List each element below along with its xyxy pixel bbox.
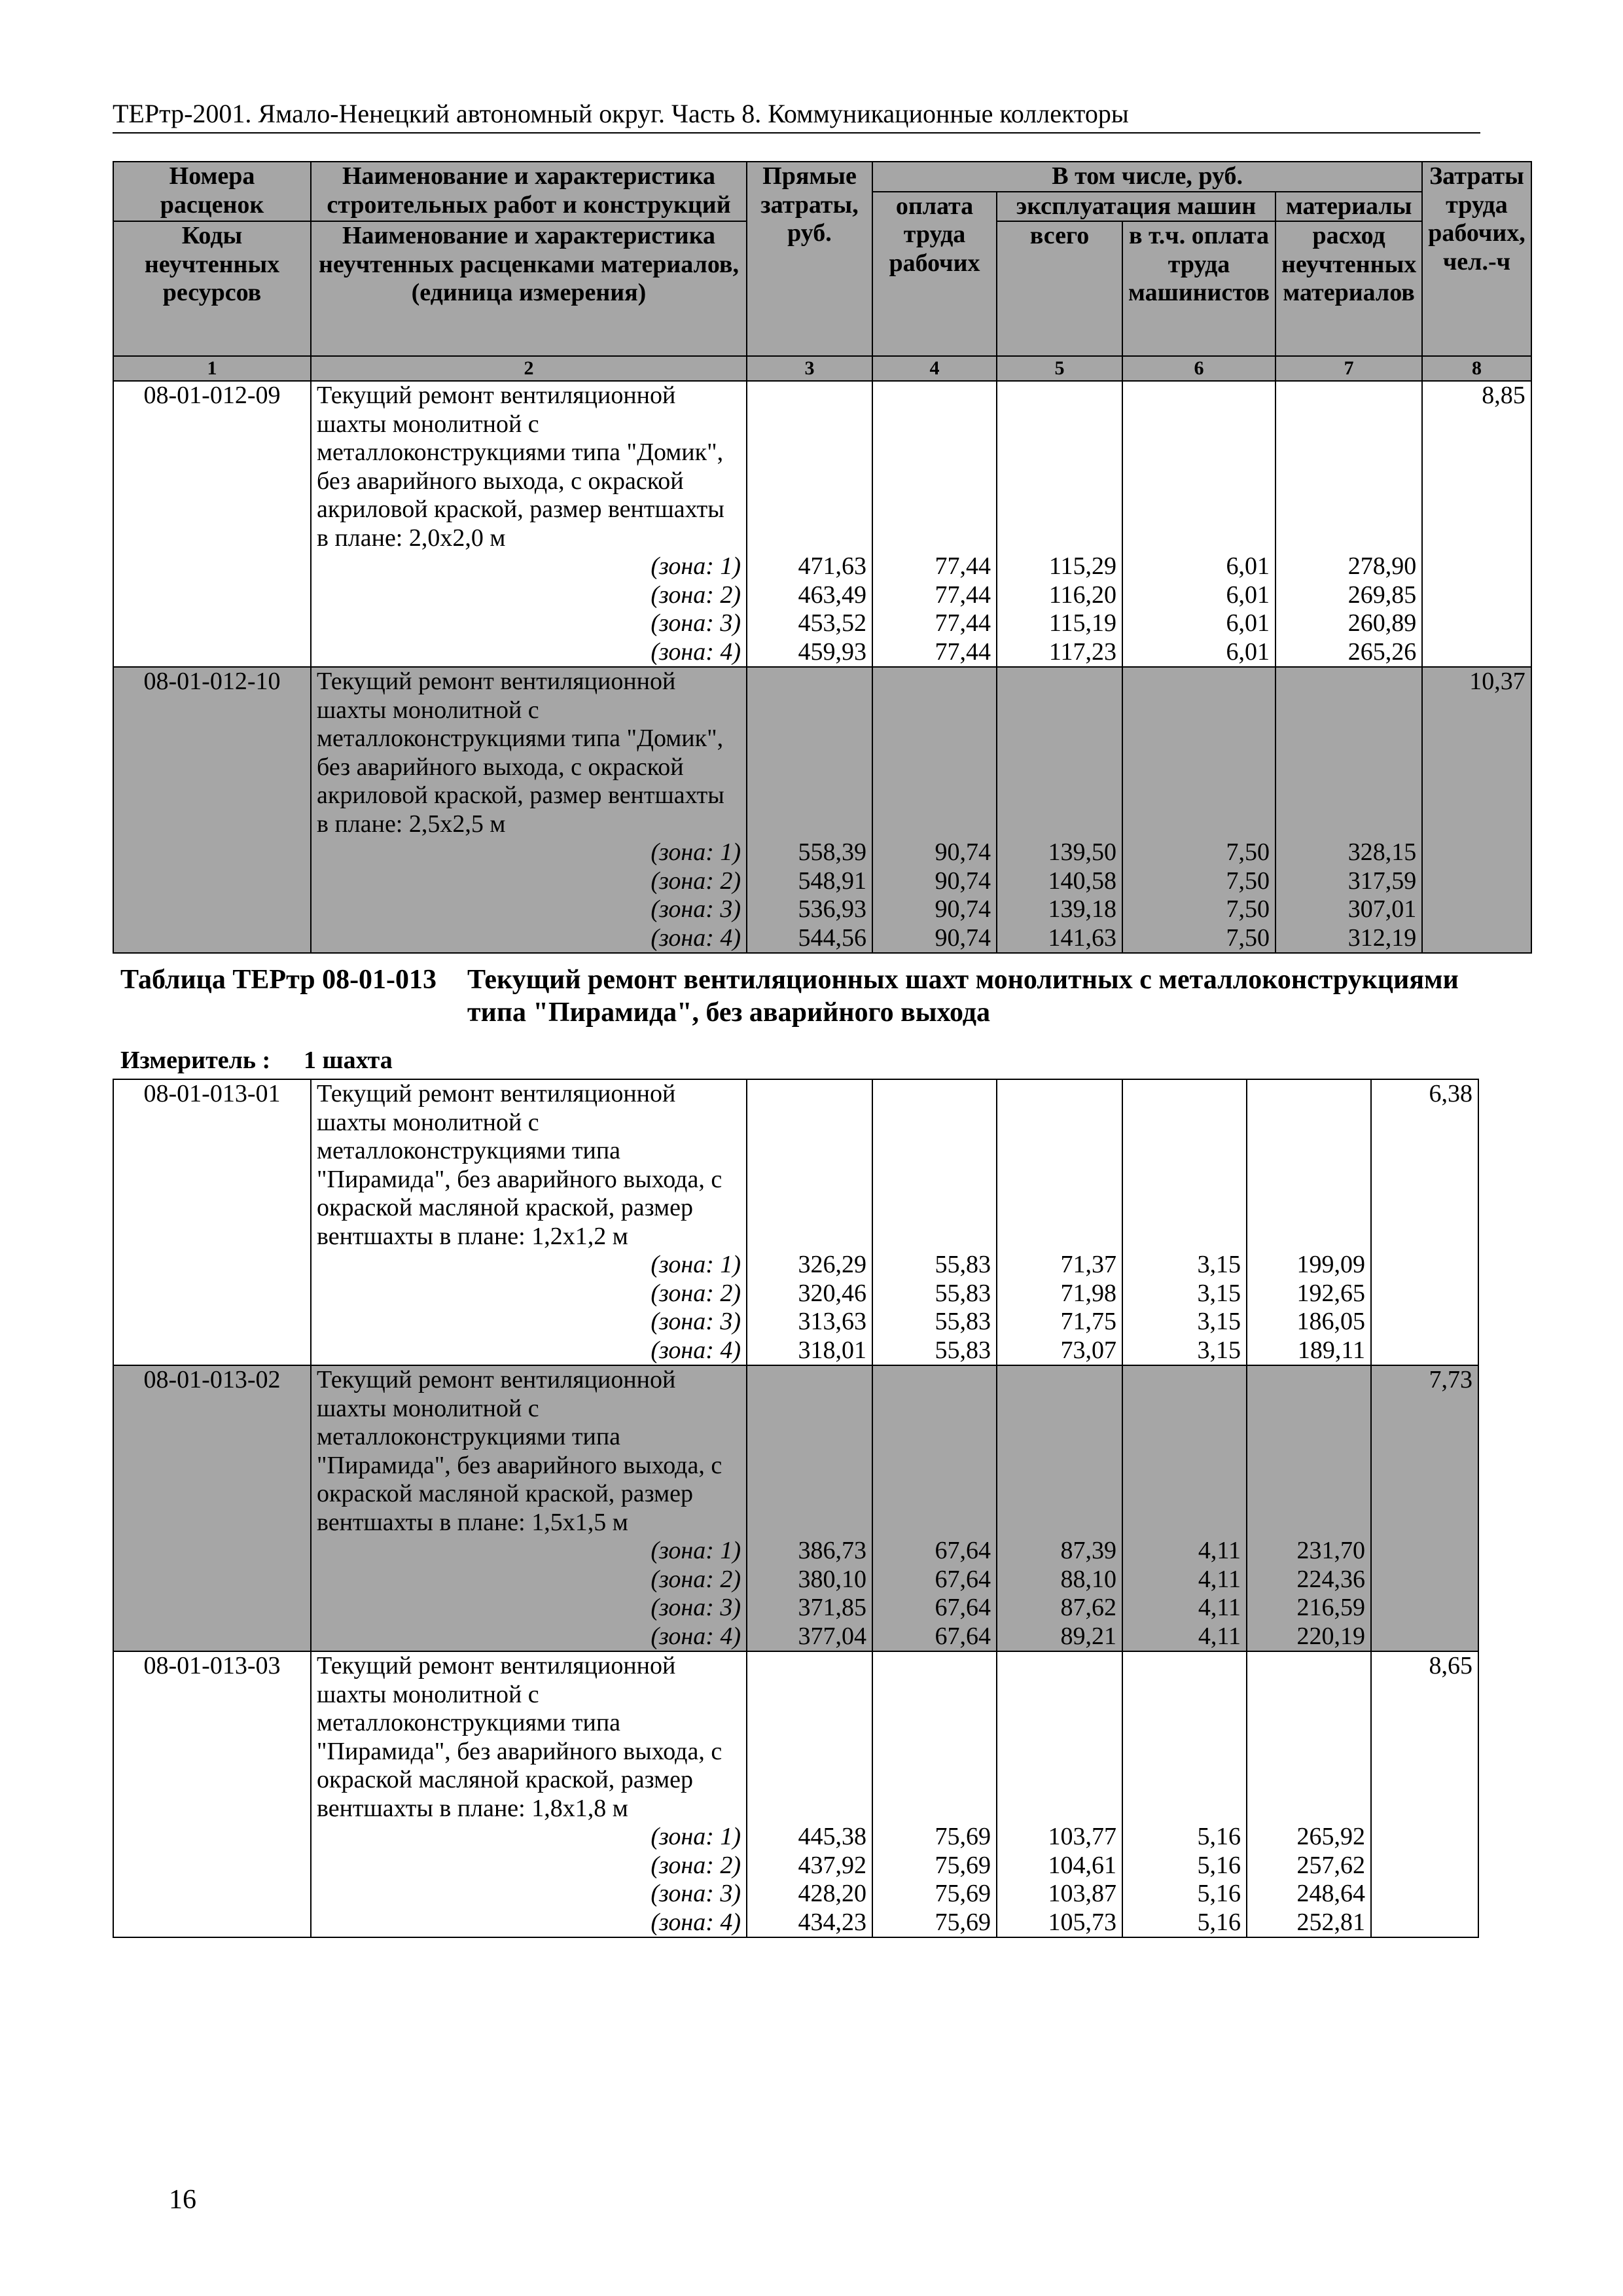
rate-description: Текущий ремонт вентиляционной шахты монолитной с металлоконструкциями типа "Домик", без аварийного выхода, с окраской акриловой краской, размер вентшахты в плане: 2,0х2,0 м (зона: 1) (зона: 2) (зона: 3) (зона: 4) (311, 381, 747, 667)
rate-row (113, 1365, 1478, 1651)
col-work-name: Наименование и характеристика строительных работ и конструкций (311, 162, 747, 221)
wages-cell: 77,44 77,44 77,44 77,44 (872, 381, 997, 667)
page-header: ТЕРтр-2001. Ямало-Ненецкий автономный округ. Часть 8. Коммуникационные коллекторы (113, 97, 1480, 134)
machine-wages-cell: 5,16 5,16 5,16 5,16 (1122, 1651, 1247, 1937)
measure-value: 1 шахта (304, 1047, 393, 1074)
col-number: 7 (1275, 356, 1422, 381)
col-number: 1 (113, 356, 311, 381)
col-including: В том числе, руб. (872, 162, 1422, 192)
wages-cell: 55,83 55,83 55,83 55,83 (872, 1079, 997, 1365)
col-materials-unaccounted: расход неучтенных материалов (1275, 221, 1422, 356)
rate-code: 08-01-013-03 (113, 1651, 311, 1937)
wages-cell: 90,74 90,74 90,74 90,74 (872, 667, 997, 953)
materials-cell: 278,90 269,85 260,89 265,26 (1275, 381, 1422, 667)
rates-table-1 (113, 161, 1532, 954)
measure-unit (120, 1046, 393, 1075)
labor-cell: 10,37 (1422, 667, 1531, 953)
wages-cell: 67,64 67,64 67,64 67,64 (872, 1365, 997, 1651)
machines-cell: 139,50 140,58 139,18 141,63 (997, 667, 1122, 953)
machine-wages-cell: 3,15 3,15 3,15 3,15 (1122, 1079, 1247, 1365)
col-rate-numbers: Номера расценок (113, 162, 311, 221)
direct-costs-cell: 471,63 463,49 453,52 459,93 (747, 381, 872, 667)
col-number: 6 (1122, 356, 1275, 381)
rate-code: 08-01-013-02 (113, 1365, 311, 1651)
materials-cell: 328,15 317,59 307,01 312,19 (1275, 667, 1422, 953)
machines-cell: 115,29 116,20 115,19 117,23 (997, 381, 1122, 667)
materials-cell: 199,09 192,65 186,05 189,11 (1247, 1079, 1371, 1365)
machines-cell: 87,39 88,10 87,62 89,21 (997, 1365, 1122, 1651)
rate-description: Текущий ремонт вентиляционной шахты монолитной с металлоконструкциями типа "Пирамида", без аварийного выхода, с окраской масляной краской, размер вентшахты в плане: 1,8х1,8 м (зона: 1) (зона: 2) (зона: 3) (зона: 4) (311, 1651, 747, 1937)
rate-code: 08-01-013-01 (113, 1079, 311, 1365)
table-header (113, 162, 1531, 381)
rate-description: Текущий ремонт вентиляционной шахты монолитной с металлоконструкциями типа "Домик", без аварийного выхода, с окраской акриловой краской, размер вентшахты в плане: 2,5х2,5 м (зона: 1) (зона: 2) (зона: 3) (зона: 4) (311, 667, 747, 953)
labor-cell: 7,73 (1371, 1365, 1478, 1651)
col-machine-total: всего (997, 221, 1122, 356)
col-number: 3 (747, 356, 872, 381)
direct-costs-cell: 386,73 380,10 371,85 377,04 (747, 1365, 872, 1651)
rate-row (113, 381, 1531, 667)
wages-cell: 75,69 75,69 75,69 75,69 (872, 1651, 997, 1937)
rates-table-2 (113, 1079, 1479, 1938)
direct-costs-cell: 326,29 320,46 313,63 318,01 (747, 1079, 872, 1365)
col-materials: материалы (1275, 192, 1422, 222)
rate-row (113, 667, 1531, 953)
rate-description: Текущий ремонт вентиляционной шахты монолитной с металлоконструкциями типа "Пирамида", без аварийного выхода, с окраской масляной краской, размер вентшахты в плане: 1,5х1,5 м (зона: 1) (зона: 2) (зона: 3) (зона: 4) (311, 1365, 747, 1651)
rate-row (113, 1651, 1478, 1937)
col-labor: Затраты труда рабочих, чел.-ч (1422, 162, 1531, 356)
col-machine-operation: эксплуатация машин (997, 192, 1275, 222)
col-number: 4 (872, 356, 997, 381)
machines-cell: 71,37 71,98 71,75 73,07 (997, 1079, 1122, 1365)
col-number: 5 (997, 356, 1122, 381)
col-codes: Коды неучтенных ресурсов (113, 221, 311, 356)
labor-cell: 6,38 (1371, 1079, 1478, 1365)
machine-wages-cell: 6,01 6,01 6,01 6,01 (1122, 381, 1275, 667)
col-direct-costs: Прямые затраты, руб. (747, 162, 872, 356)
rate-code: 08-01-012-09 (113, 381, 311, 667)
table-title-text: Текущий ремонт вентиляционных шахт монолитных с металлоконструкциями типа "Пирамида", без аварийного выхода (467, 965, 1459, 1028)
measure-label: Измеритель : (120, 1047, 271, 1074)
materials-cell: 231,70 224,36 216,59 220,19 (1247, 1365, 1371, 1651)
machine-wages-cell: 4,11 4,11 4,11 4,11 (1122, 1365, 1247, 1651)
col-wages: оплата труда рабочих (872, 192, 997, 357)
machine-wages-cell: 7,50 7,50 7,50 7,50 (1122, 667, 1275, 953)
rate-row (113, 1079, 1478, 1365)
rate-description: Текущий ремонт вентиляционной шахты монолитной с металлоконструкциями типа "Пирамида", без аварийного выхода, с окраской масляной краской, размер вентшахты в плане: 1,2х1,2 м (зона: 1) (зона: 2) (зона: 3) (зона: 4) (311, 1079, 747, 1365)
labor-cell: 8,85 (1422, 381, 1531, 667)
materials-cell: 265,92 257,62 248,64 252,81 (1247, 1651, 1371, 1937)
col-material-name: Наименование и характеристика неучтенных расценками материалов, (единица измерения) (311, 221, 747, 356)
col-machine-wages: в т.ч. оплата труда машинистов (1122, 221, 1275, 356)
table-title-label: Таблица ТЕРтр 08-01-013 (120, 965, 437, 995)
col-number: 8 (1422, 356, 1531, 381)
rate-code: 08-01-012-10 (113, 667, 311, 953)
page-number: 16 (169, 2185, 196, 2215)
direct-costs-cell: 445,38 437,92 428,20 434,23 (747, 1651, 872, 1937)
col-number: 2 (311, 356, 747, 381)
labor-cell: 8,65 (1371, 1651, 1478, 1937)
direct-costs-cell: 558,39 548,91 536,93 544,56 (747, 667, 872, 953)
machines-cell: 103,77 104,61 103,87 105,73 (997, 1651, 1122, 1937)
